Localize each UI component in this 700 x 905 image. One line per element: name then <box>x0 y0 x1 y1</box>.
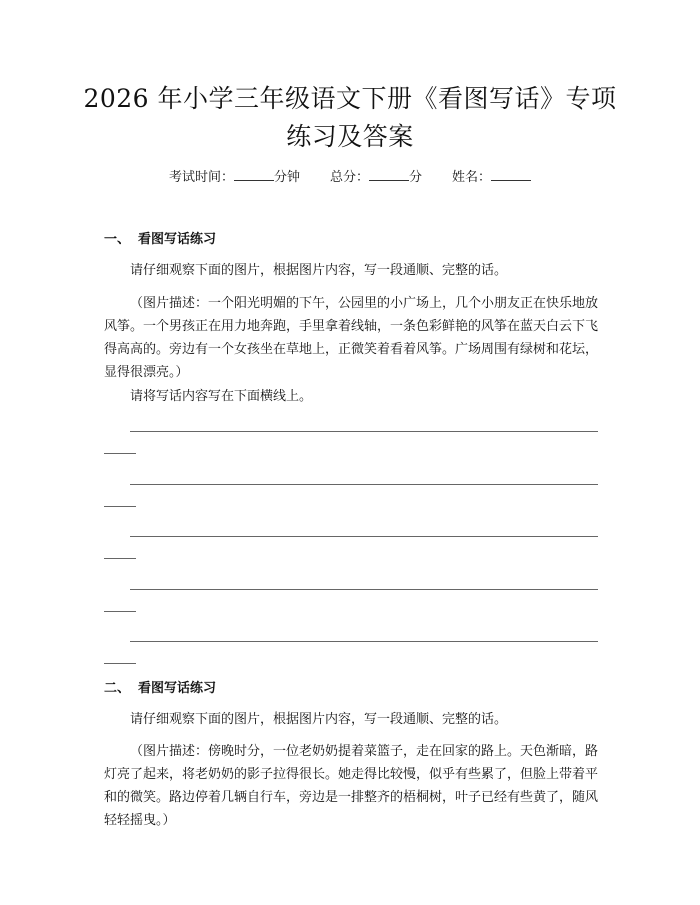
section-2-heading <box>104 679 216 699</box>
student-name-label: 姓名： <box>452 170 492 185</box>
total-score-unit: 分 <box>409 170 423 185</box>
section-1-title: 看图写话练习 <box>138 232 217 247</box>
section-2-description: （图片描述：傍晚时分，一位老奶奶提着菜篮子，走在回家的路上。天色渐暗，路灯亮了起来，将老奶奶的影子拉得很长。她走得比较慢，似乎有些累了，但脸上带着平和的微笑。路边停着几辆自行车，旁边是一排整齐的梧桐树，叶子已经有些黄了，随风轻轻摇曳。） <box>104 744 599 828</box>
exam-time-unit: 分钟 <box>273 170 300 185</box>
section-1-number: 一、 <box>104 232 131 247</box>
total-score-label: 总分： <box>329 170 369 185</box>
section-1-prompt: 请将写话内容写在下面横线上。 <box>130 389 313 404</box>
student-name-blank[interactable] <box>491 168 531 181</box>
total-score-blank[interactable] <box>369 168 409 181</box>
section-1-heading <box>104 230 216 250</box>
exam-time-label: 考试时间： <box>168 170 234 185</box>
section-2-number: 二、 <box>104 681 131 696</box>
exam-meta <box>0 168 700 188</box>
section-1-instruction: 请仔细观察下面的图片，根据图片内容，写一段通顺、完整的话。 <box>130 263 508 278</box>
page-title: 2026 年小学三年级语文下册《看图写话》专项练习及答案 <box>83 84 617 151</box>
section-2-instruction: 请仔细观察下面的图片，根据图片内容，写一段通顺、完整的话。 <box>130 712 508 727</box>
section-2-title: 看图写话练习 <box>138 681 217 696</box>
section-1-description: （图片描述：一个阳光明媚的下午，公园里的小广场上，几个小朋友正在快乐地放风筝。一个男孩正在用力地奔跑，手里拿着线轴，一条色彩鲜艳的风筝在蓝天白云下飞得高高的。旁边有一个女孩坐在草地上，正微笑着看着风筝。广场周围有绿树和花坛，显得很漂亮。） <box>104 296 599 380</box>
exam-time-blank[interactable] <box>234 168 274 181</box>
